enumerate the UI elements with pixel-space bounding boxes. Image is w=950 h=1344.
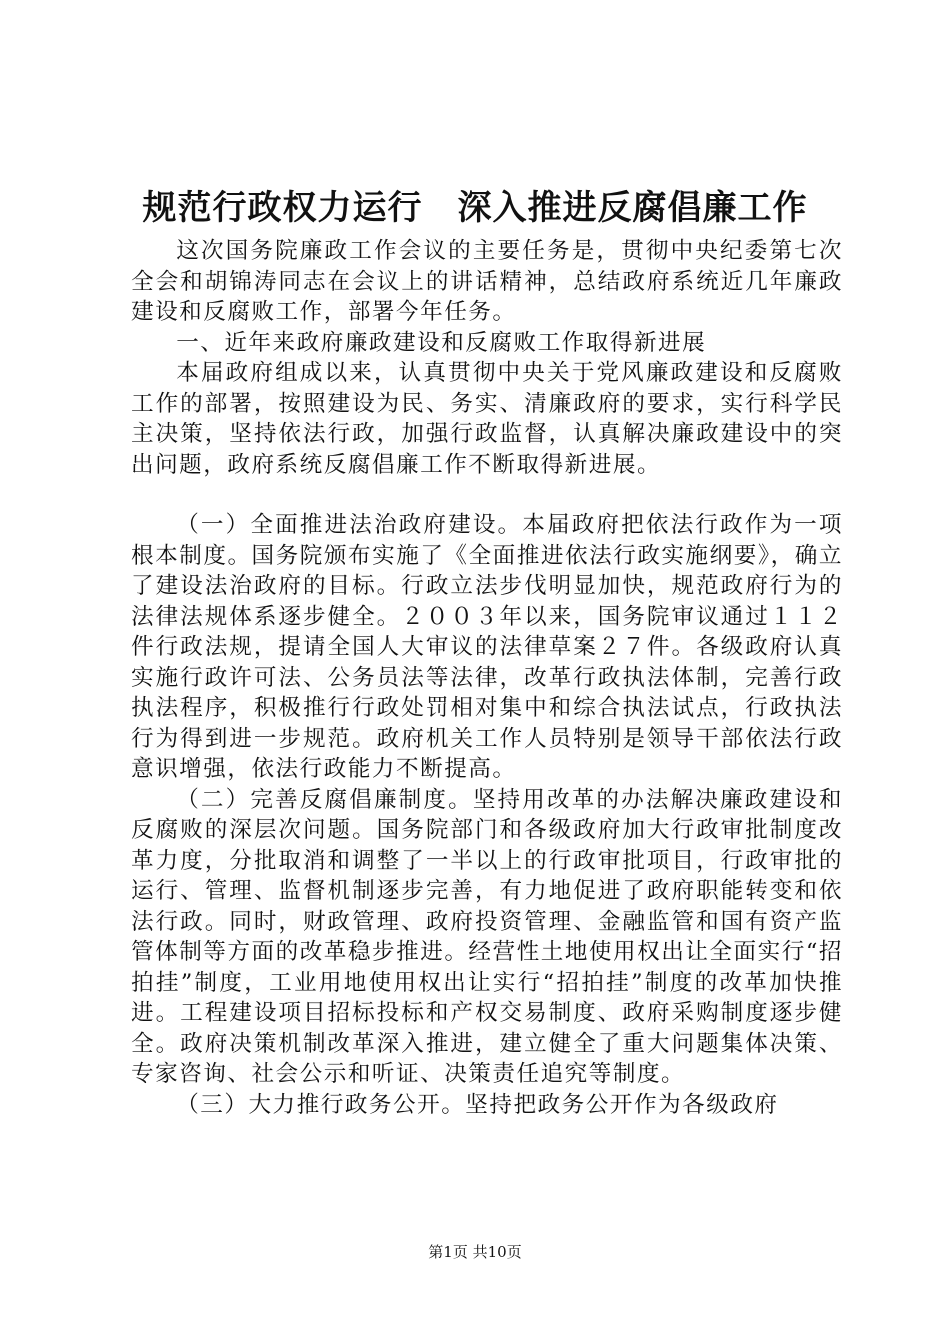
paragraph-intro: 这次国务院廉政工作会议的主要任务是，贯彻中央纪委第七次全会和胡锦涛同志在会议上的讲话精神，总结政府系统近几年廉政建设和反腐败工作，部署今年任务。 xyxy=(131,238,843,325)
section-heading-1: 一、近年来政府廉政建设和反腐败工作取得新进展 xyxy=(176,329,707,356)
paragraph-overview: 本届政府组成以来，认真贯彻中央关于党风廉政建设和反腐败工作的部署，按照建设为民、务实、清廉政府的要求，实行科学民主决策，坚持依法行政，加强行政监督，认真解决廉政建设中的突出问题，政府系统反腐倡廉工作不断取得新进展。 xyxy=(131,360,843,478)
paragraph-rule-of-law: （一）全面推进法治政府建设。本届政府把依法行政作为一项根本制度。国务院颁布实施了《全面推进依法行政实施纲要》，确立了建设法治政府的目标。行政立法步伐明显加快，规范政府行为的法律法规体系逐步健全。２００３年以来，国务院审议通过１１２件行政法规，提请全国人大审议的法律草案２７件。各级政府认真实施行政许可法、公务员法等法律，改革行政执法体制，完善行政执法程序，积极推行行政处罚相对集中和综合执法试点，行政执法行为得到进一步规范。政府机关工作人员特别是领导干部依法行政意识增强，依法行政能力不断提高。 xyxy=(131,512,843,782)
document-title: 规范行政权力运行 深入推进反腐倡廉工作 xyxy=(142,188,808,228)
document-body xyxy=(131,236,843,1120)
paragraph-anti-corruption-system: （二）完善反腐倡廉制度。坚持用改革的办法解决廉政建设和反腐败的深层次问题。国务院部门和各级政府加大行政审批制度改革力度，分批取消和调整了一半以上的行政审批项目，行政审批的运行、管理、监督机制逐步完善，有力地促进了政府职能转变和依法行政。同时，财政管理、政府投资管理、金融监管和国有资产监管体制等方面的改革稳步推进。经营性土地使用权出让全面实行“招拍挂”制度，工业用地使用权出让实行“招拍挂”制度的改革加快推进。工程建设项目招标投标和产权交易制度、政府采购制度逐步健全。政府决策机制改革深入推进，建立健全了重大问题集体决策、专家咨询、社会公示和听证、决策责任追究等制度。 xyxy=(131,786,843,1087)
paragraph-government-affairs-openness: （三）大力推行政务公开。坚持把政务公开作为各级政府 xyxy=(176,1091,779,1118)
page-number-footer: 第1页 共10页 xyxy=(428,1243,522,1261)
